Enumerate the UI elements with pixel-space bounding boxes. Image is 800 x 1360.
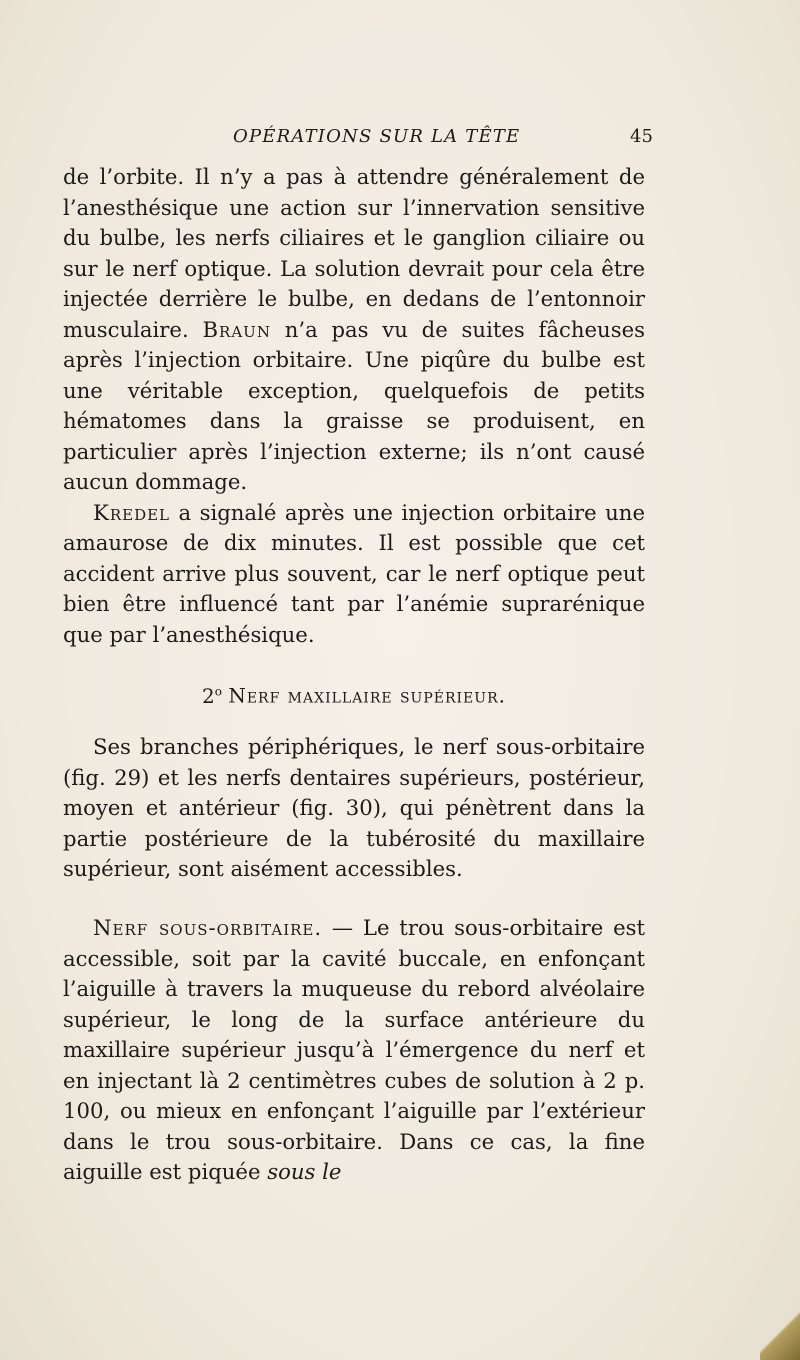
running-header xyxy=(0,126,800,150)
page-number: 45 xyxy=(630,126,653,147)
corner-stain xyxy=(760,1310,800,1360)
paragraph-1-text: de l’orbite. Il n’y a pas à attendre généralement de l’anesthésique une action sur l’innervation sensitive du bulbe, les nerfs ciliaires et le ganglion ciliaire ou sur le nerf optique. La solution devrait pour cela être injectée derrière le bulbe, en dedans de l’entonnoir musculaire. xyxy=(63,164,645,342)
paragraph-1 xyxy=(63,162,645,498)
subheading-nerf-sous-orbitaire: Nerf sous-orbitaire. xyxy=(93,915,323,940)
paragraph-4-text: — Le trou sous-orbitaire est accessible, soit par la cavité buccale, en enfonçant l’aiguille à travers la muqueuse du rebord alvéolaire supérieur, le long de la surface antérieure du maxillaire supérieur jusqu’à l’émergence du nerf et en injectant là 2 centimètres cubes de solution à 2 p. 100, ou mieux en enfonçant l’aiguille par l’extérieur dans le trou sous-orbitaire. Dans ce cas, la fine aiguille est piquée xyxy=(63,915,645,1184)
paragraph-1-text-cont: n’a pas vu de suites fâcheuses après l’injection orbitaire. Une piqûre du bulbe est une véritable exception, quelquefois de petits hématomes dans la graisse se produisent, en particulier après l’injection externe; ils n’ont causé aucun dommage. xyxy=(63,316,645,494)
section-heading xyxy=(63,676,645,711)
text-block-1 xyxy=(63,162,645,650)
running-title: OPÉRATIONS SUR LA TÊTE xyxy=(233,126,521,147)
text-block-3 xyxy=(63,913,645,1188)
paragraph-2-text: a signalé après une injection orbitaire une amaurose de dix minutes. Il est possible que cet accident arrive plus souvent, car le nerf optique peut bien être influencé tant par l’anémie suprarénique que par l’anesthésique. xyxy=(63,499,645,647)
paragraph-4-italic: sous le xyxy=(267,1159,342,1184)
author-kredel: Kredel xyxy=(93,499,171,525)
section-title: Nerf maxillaire supérieur. xyxy=(228,683,506,708)
author-braun: Braun xyxy=(202,316,271,342)
section-number: 2$^o$ xyxy=(202,683,222,708)
paragraph-4 xyxy=(63,913,645,1188)
paragraph-2 xyxy=(63,498,645,651)
text-block-2 xyxy=(63,732,645,885)
paragraph-3: Ses branches périphériques, le nerf sous-orbitaire (fig. 29) et les nerfs dentaires supérieurs, postérieur, moyen et antérieur (fig. 30), qui pénètrent dans la partie postérieure de la tubérosité du maxillaire supérieur, sont aisément accessibles. xyxy=(63,734,645,881)
